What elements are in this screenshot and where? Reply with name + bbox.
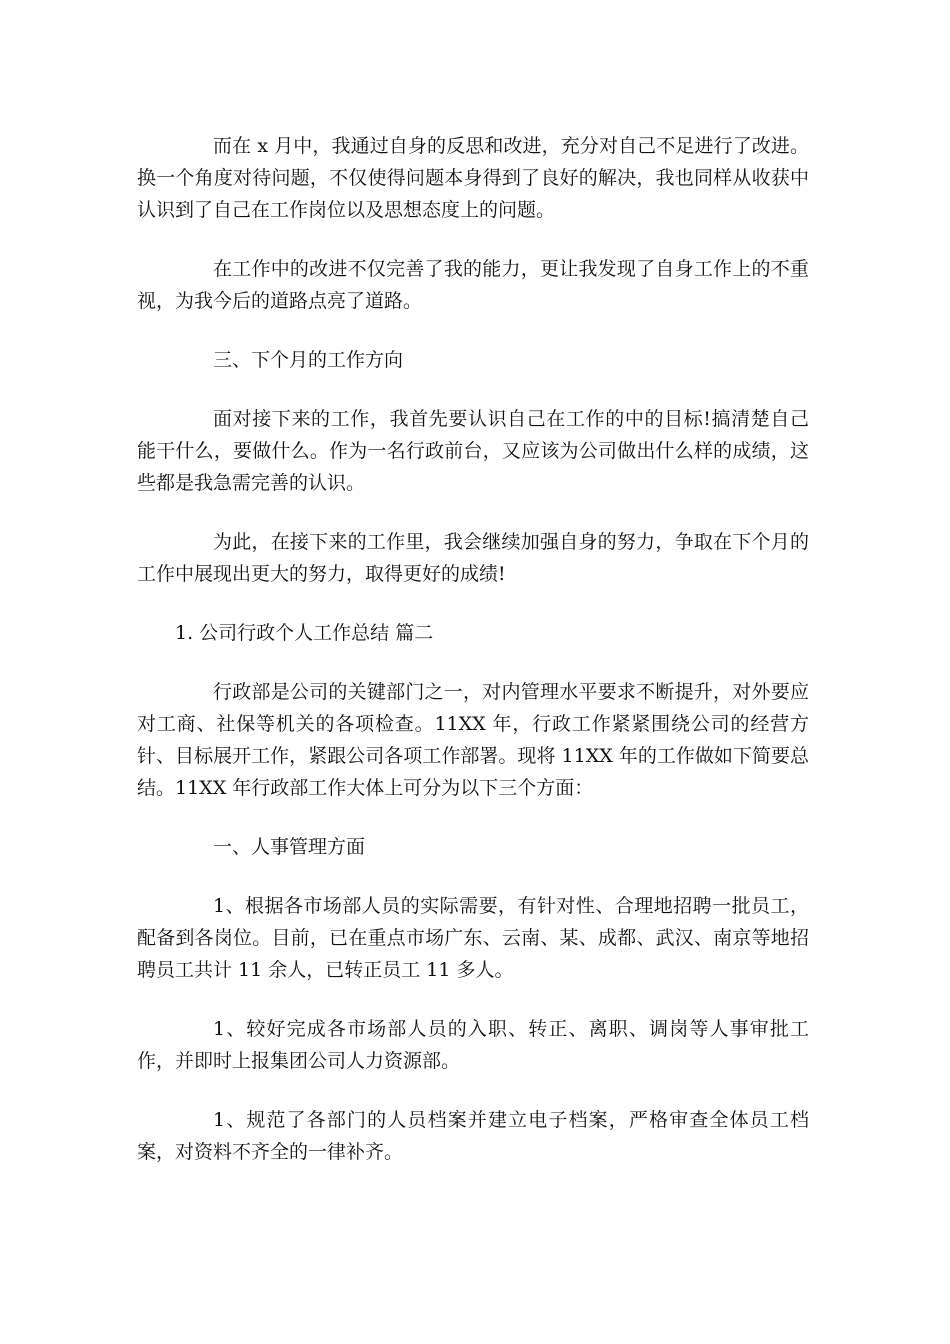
paragraph-hr-approval: 1、较好完成各市场部人员的入职、转正、离职、调岗等人事审批工作，并即时上报集团公司人力资源部。	[137, 1018, 809, 1072]
article-title-part-two: 1. 公司行政个人工作总结 篇二	[175, 622, 434, 644]
paragraph-improvement: 在工作中的改进不仅完善了我的能力，更让我发现了自身工作上的不重视，为我今后的道路点亮了道路。	[137, 258, 809, 312]
paragraph-goals: 面对接下来的工作，我首先要认识自己在工作的中的目标!搞清楚自己能干什么，要做什么。作为一名行政前台，又应该为公司做出什么样的成绩，这些都是我急需完善的认识。	[137, 408, 809, 494]
paragraph-archives: 1、规范了各部门的人员档案并建立电子档案，严格审查全体员工档案，对资料不齐全的一律补齐。	[137, 1109, 809, 1163]
document-body	[137, 130, 809, 1195]
paragraph-effort: 为此，在接下来的工作里，我会继续加强自身的努力，争取在下个月的工作中展现出更大的努力，取得更好的成绩!	[137, 531, 809, 585]
paragraph-reflection: 而在 x 月中，我通过自身的反思和改进，充分对自己不足进行了改进。换一个角度对待问题，不仅使得问题本身得到了良好的解决，我也同样从收获中认识到了自己在工作岗位以及思想态度上的问题。	[137, 135, 809, 221]
section-heading-next-month: 三、下个月的工作方向	[213, 349, 404, 371]
section-heading-personnel: 一、人事管理方面	[213, 836, 366, 858]
paragraph-recruitment: 1、根据各市场部人员的实际需要，有针对性、合理地招聘一批员工，配备到各岗位。目前，已在重点市场广东、云南、某、成都、武汉、南京等地招聘员工共计 11 余人，已转正员工 11 多人。	[137, 895, 809, 981]
paragraph-admin-intro: 行政部是公司的关键部门之一，对内管理水平要求不断提升，对外要应对工商、社保等机关的各项检查。11XX 年，行政工作紧紧围绕公司的经营方针、目标展开工作，紧跟公司各项工作部署。现将 11XX 年的工作做如下简要总结。11XX 年行政部工作大体上可分为以下三个方面：	[137, 681, 809, 799]
